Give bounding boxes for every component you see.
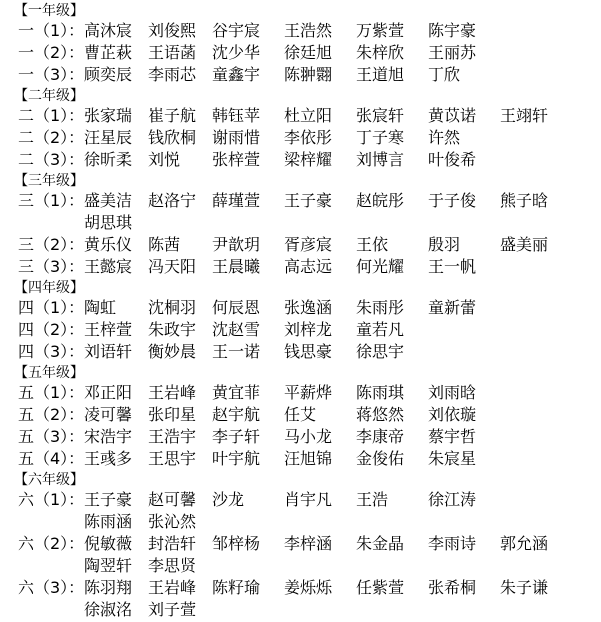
student-name: 徐江涛: [428, 490, 477, 509]
student-name: 任紫萱: [356, 578, 405, 597]
student-name: 王道旭: [356, 65, 405, 84]
student-name: 王一帆: [428, 257, 477, 276]
student-name: 陶虹: [84, 298, 117, 317]
student-name: 蔡宇哲: [428, 427, 477, 446]
student-name: 朱雨彤: [356, 298, 405, 317]
student-name: 王懿宸: [84, 257, 133, 276]
class-label: 一（3）：: [18, 65, 85, 84]
student-name: 胥彦宸: [284, 235, 333, 254]
student-name: 沙龙: [212, 490, 245, 509]
grade-heading: 【六年级】: [14, 472, 84, 488]
student-name: 王丽苏: [428, 43, 477, 62]
student-name: 王浩: [356, 490, 389, 509]
student-name: 冯天阳: [148, 257, 197, 276]
student-name: 张希桐: [428, 578, 477, 597]
student-name: 沈赵雪: [212, 320, 261, 339]
student-name: 马小龙: [284, 427, 333, 446]
student-name: 黄乐仪: [84, 235, 133, 254]
student-name: 宋浩宇: [84, 427, 133, 446]
class-label: 四（2）：: [18, 320, 85, 339]
class-label: 六（3）：: [18, 578, 85, 597]
class-label: 五（3）：: [18, 427, 85, 446]
student-name: 刘语轩: [84, 342, 133, 361]
student-name: 杜立阳: [284, 106, 333, 125]
student-name: 徐昕柔: [84, 150, 133, 169]
student-name: 赵洛宁: [148, 191, 197, 210]
student-name: 童若凡: [356, 320, 405, 339]
student-name: 王翊轩: [500, 106, 549, 125]
student-name: 何光耀: [356, 257, 405, 276]
student-name: 曹芷萩: [84, 43, 133, 62]
student-name: 崔子航: [148, 106, 197, 125]
student-name: 朱金晶: [356, 534, 405, 553]
class-label: 五（1）：: [18, 383, 85, 402]
student-name: 刘俊熙: [148, 21, 197, 40]
grade-heading: 【三年级】: [14, 173, 84, 189]
student-name: 陈籽瑜: [212, 578, 261, 597]
student-name: 汪旭锦: [284, 449, 333, 468]
class-label: 一（2）：: [18, 43, 85, 62]
student-name: 黄苡诺: [428, 106, 477, 125]
student-name: 殷羽: [428, 235, 461, 254]
student-name: 任艾: [284, 405, 317, 424]
class-label: 三（3）：: [18, 257, 85, 276]
student-name: 王梓萱: [84, 320, 133, 339]
student-name: 钱思豪: [284, 342, 333, 361]
class-label: 四（3）：: [18, 342, 85, 361]
student-name: 钱欣桐: [148, 128, 197, 147]
student-name: 蒋悠然: [356, 405, 405, 424]
student-name: 沈少华: [212, 43, 261, 62]
student-name: 丁子寒: [356, 128, 405, 147]
student-name: 徐思宇: [356, 342, 405, 361]
student-name: 陶翌轩: [84, 556, 133, 575]
student-name: 叶俊希: [428, 150, 477, 169]
student-name: 谷宇宸: [212, 21, 261, 40]
class-label: 二（3）：: [18, 150, 85, 169]
class-label: 一（1）：: [18, 21, 85, 40]
student-name: 顾奕辰: [84, 65, 133, 84]
student-name: 胡思琪: [84, 213, 133, 232]
grade-heading: 【二年级】: [14, 88, 84, 104]
student-name: 童鑫宇: [212, 65, 261, 84]
student-name: 刘梓龙: [284, 320, 333, 339]
grade-heading: 【四年级】: [14, 280, 84, 296]
student-name: 王语菡: [148, 43, 197, 62]
student-name: 陈宇豪: [428, 21, 477, 40]
class-label: 三（2）：: [18, 235, 85, 254]
student-name: 张家瑞: [84, 106, 133, 125]
student-name: 盛美洁: [84, 191, 133, 210]
student-name: 刘雨晗: [428, 383, 477, 402]
student-name: 王岩峰: [148, 383, 197, 402]
student-name: 熊子晗: [500, 191, 549, 210]
student-name: 王子豪: [84, 490, 133, 509]
student-name: 刘悦: [148, 150, 181, 169]
student-name: 王浩宇: [148, 427, 197, 446]
student-name: 张宸轩: [356, 106, 405, 125]
student-name: 于子俊: [428, 191, 477, 210]
student-name: 陈翀翾: [284, 65, 333, 84]
student-name: 韩钰苹: [212, 106, 261, 125]
student-name: 李雨诗: [428, 534, 477, 553]
class-label: 三（1）：: [18, 191, 85, 210]
student-name: 尹歆玥: [212, 235, 261, 254]
student-name: 陈雨琪: [356, 383, 405, 402]
student-name: 郭允涵: [500, 534, 549, 553]
student-name: 高志远: [284, 257, 333, 276]
student-name: 汪星辰: [84, 128, 133, 147]
student-name: 谢雨惜: [212, 128, 261, 147]
student-name: 张逸涵: [284, 298, 333, 317]
student-name: 王一诺: [212, 342, 261, 361]
class-label: 五（2）：: [18, 405, 85, 424]
student-name: 薛瑾萱: [212, 191, 261, 210]
student-name: 李雨芯: [148, 65, 197, 84]
student-name: 张印星: [148, 405, 197, 424]
student-name: 朱梓欣: [356, 43, 405, 62]
student-name: 朱宸星: [428, 449, 477, 468]
student-name: 沈桐羽: [148, 298, 197, 317]
student-name: 赵宇航: [212, 405, 261, 424]
class-label: 六（1）：: [18, 490, 85, 509]
student-name: 梁梓耀: [284, 150, 333, 169]
student-name: 王浩然: [284, 21, 333, 40]
student-name: 童新蕾: [428, 298, 477, 317]
student-name: 姜烁烁: [284, 578, 333, 597]
student-name: 肖宇凡: [284, 490, 333, 509]
student-name: 王岩峰: [148, 578, 197, 597]
student-name: 赵皖彤: [356, 191, 405, 210]
student-name: 陈羽翔: [84, 578, 133, 597]
student-name: 叶宇航: [212, 449, 261, 468]
student-name: 万紫萱: [356, 21, 405, 40]
student-name: 王晨曦: [212, 257, 261, 276]
class-label: 四（1）：: [18, 298, 85, 317]
student-name: 李思贤: [148, 556, 197, 575]
student-name: 刘子萱: [148, 600, 197, 619]
student-name: 李康帝: [356, 427, 405, 446]
grade-heading: 【一年级】: [14, 3, 84, 19]
student-name: 许然: [428, 128, 461, 147]
student-name: 张沁然: [148, 512, 197, 531]
student-name: 陈雨涵: [84, 512, 133, 531]
student-name: 金俊佑: [356, 449, 405, 468]
student-name: 倪敏薇: [84, 534, 133, 553]
student-name: 朱政宇: [148, 320, 197, 339]
student-name: 张梓萱: [212, 150, 261, 169]
student-name: 盛美丽: [500, 235, 549, 254]
student-name: 李子轩: [212, 427, 261, 446]
student-name: 陈茜: [148, 235, 181, 254]
student-name: 邓正阳: [84, 383, 133, 402]
student-name: 平薪烨: [284, 383, 333, 402]
student-name: 王依: [356, 235, 389, 254]
student-name: 赵可馨: [148, 490, 197, 509]
student-name: 王彧多: [84, 449, 133, 468]
student-name: 李梓涵: [284, 534, 333, 553]
class-label: 五（4）：: [18, 449, 85, 468]
student-name: 徐廷旭: [284, 43, 333, 62]
student-name: 朱子谦: [500, 578, 549, 597]
student-name: 徐淑洺: [84, 600, 133, 619]
student-name: 王思宇: [148, 449, 197, 468]
student-name: 封浩轩: [148, 534, 197, 553]
class-label: 六（2）：: [18, 534, 85, 553]
grade-heading: 【五年级】: [14, 365, 84, 381]
class-label: 二（1）：: [18, 106, 85, 125]
student-name: 刘依璇: [428, 405, 477, 424]
student-name: 王子豪: [284, 191, 333, 210]
student-name: 刘博言: [356, 150, 405, 169]
student-name: 衡妙晨: [148, 342, 197, 361]
student-name: 李依彤: [284, 128, 333, 147]
student-name: 黄宜菲: [212, 383, 261, 402]
student-name: 丁欣: [428, 65, 461, 84]
student-name: 邹梓杨: [212, 534, 261, 553]
student-name: 何辰恩: [212, 298, 261, 317]
class-label: 二（2）：: [18, 128, 85, 147]
student-name: 凌可馨: [84, 405, 133, 424]
student-name: 高沐宸: [84, 21, 133, 40]
